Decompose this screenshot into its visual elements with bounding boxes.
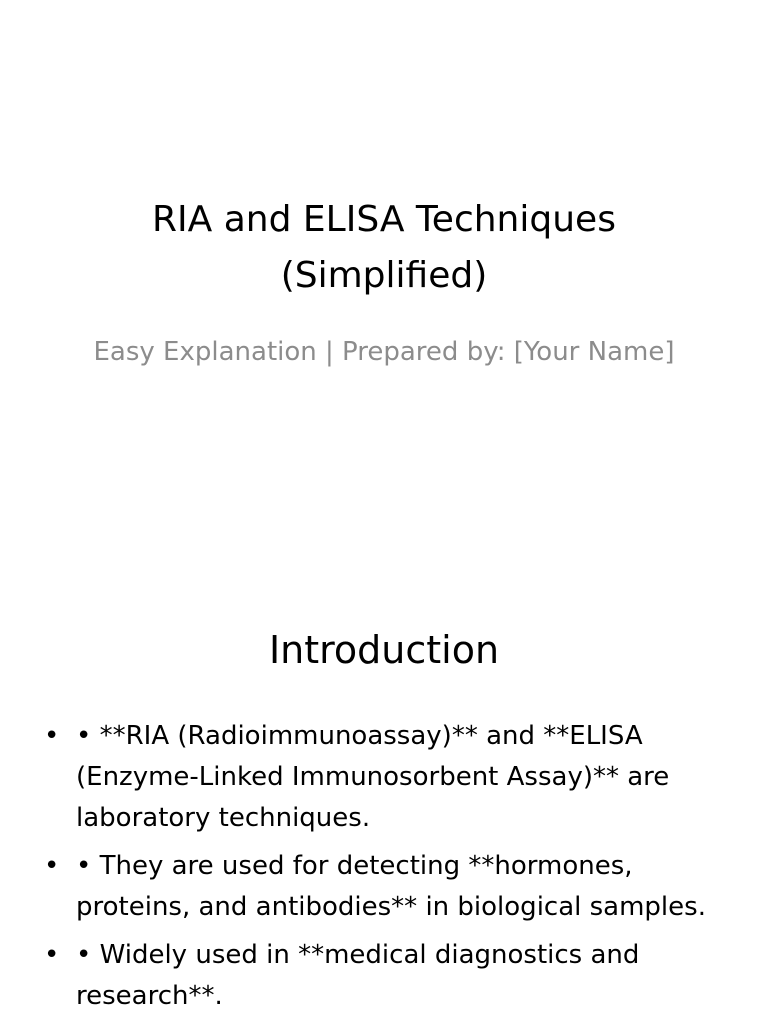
bullet-icon: •	[44, 851, 60, 881]
slide-subtitle: Easy Explanation | Prepared by: [Your Name]	[93, 337, 675, 367]
slide-heading: Introduction	[268, 628, 500, 672]
bullet-list	[40, 716, 730, 1024]
list-item	[40, 846, 730, 928]
list-item	[40, 935, 730, 1017]
list-item	[40, 716, 730, 839]
introduction-slide	[0, 576, 768, 1024]
bullet-text: • Widely used in **medical diagnostics and research**.	[76, 940, 640, 1011]
bullet-icon: •	[44, 721, 60, 751]
slide-title: RIA and ELISA Techniques (Simplified)	[152, 199, 616, 296]
bullet-icon: •	[44, 940, 60, 970]
bullet-text: • **RIA (Radioimmunoassay)** and **ELISA (Enzyme-Linked Immunosorbent Assay)** are laboratory techniques.	[76, 721, 670, 833]
bullet-text: • They are used for detecting **hormones, proteins, and antibodies** in biological samples.	[76, 851, 706, 922]
